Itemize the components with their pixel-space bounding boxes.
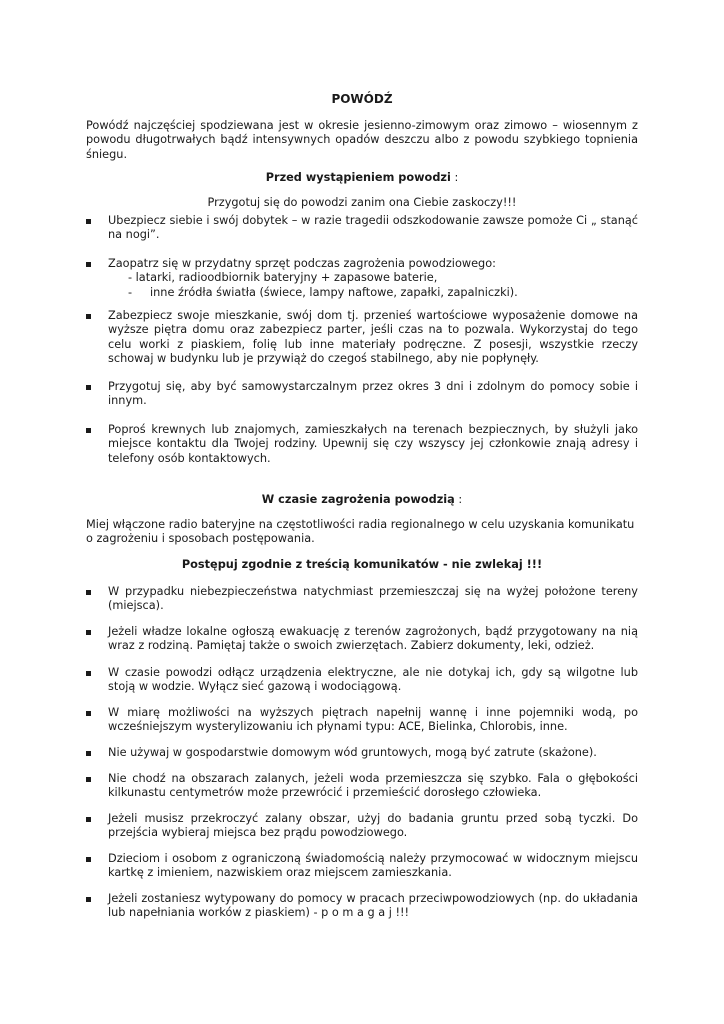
- bullet-icon: [86, 262, 91, 267]
- list-item-text: Nie używaj w gospodarstwie domowym wód gruntowych, mogą być zatrute (skażone).: [108, 746, 597, 759]
- list-item-text: [108, 257, 638, 300]
- list-item-text: W miarę możliwości na wyższych piętrach napełnij wannę i inne pojemniki wodą, po wcześniejszym wysterylizowaniu ich płynami typu: ACE, Bielinka, Chlorobis, inne.: [108, 706, 638, 734]
- list-item-text: Jeżeli władze lokalne ogłoszą ewakuację z terenów zagrożonych, bądź przygotowany na nią wraz z rodziną. Pamiętaj także o swoich zwierzętach. Zabierz dokumenty, leki, odzież.: [108, 625, 638, 653]
- during-intro-paragraph: Miej włączone radio bateryjne na częstotliwości radia regionalnego w celu uzyskania komunikatu o zagrożeniu i sposobach postępowania.: [86, 518, 635, 546]
- list-item: [86, 666, 638, 695]
- list-item: [86, 585, 638, 614]
- bullet-icon: [86, 219, 91, 224]
- bullet-icon: [86, 630, 91, 635]
- list-item: [86, 706, 638, 735]
- list-item-text: Jeżeli zostaniesz wytypowany do pomocy w pracach przeciwpowodziowych (np. do układania lub napełniania worków z piaskiem) - p o m a g a j !!!: [108, 892, 638, 920]
- bullet-icon: [86, 751, 91, 756]
- section-during-heading-colon: :: [458, 493, 463, 506]
- list-item-text: Ubezpiecz siebie i swój dobytek – w razie tragedii odszkodowanie zawsze pomoże Ci „ stanąć na nogi”.: [108, 214, 638, 242]
- intro-paragraph: Powódź najczęściej spodziewana jest w okresie jesienno-zimowym oraz zimowo – wiosennym z powodu długotrwałych bądź intensywnych opadów deszczu albo z powodu szybkiego topnienia śniegu.: [86, 119, 638, 161]
- bullet-icon: [86, 857, 91, 862]
- list-item: [86, 309, 638, 367]
- list-item-text: W czasie powodzi odłącz urządzenia elektryczne, ale nie dotykaj ich, gdy są wilgotne lub stoją w wodzie. Wyłącz sieć gazową i wodociągową.: [108, 666, 638, 694]
- bullet-icon: [86, 671, 91, 676]
- section-during-subheading: Postępuj zgodnie z treścią komunikatów - nie zwlekaj !!!: [181, 558, 543, 571]
- list-item-text: Przygotuj się, aby być samowystarczalnym przez okres 3 dni i zdolnym do pomocy sobie i innym.: [108, 380, 638, 408]
- list-item: [86, 772, 638, 801]
- bullet-icon: [86, 777, 91, 782]
- list-item: [86, 812, 638, 841]
- list-item-main: Zaopatrz się w przydatny sprzęt podczas zagrożenia powodziowego:: [108, 257, 496, 270]
- sublist-item: - inne źródła światła (świece, lampy naftowe, zapałki, zapalniczki).: [128, 285, 518, 299]
- section-before-heading-bold: Przed wystąpieniem powodzi: [265, 171, 451, 184]
- section-during-heading: [86, 493, 638, 507]
- list-item: [86, 380, 638, 409]
- list-item-text: Jeżeli musisz przekroczyć zalany obszar, użyj do badania gruntu przed sobą tyczki. Do przejścia wybieraj miejsca bez prądu powodziowego.: [108, 812, 638, 840]
- bullet-icon: [86, 817, 91, 822]
- sublist-item: - latarki, radioodbiornik bateryjny + zapasowe baterie,: [128, 271, 438, 285]
- document-title: POWÓDŹ: [331, 92, 393, 106]
- list-item-text: Nie chodź na obszarach zalanych, jeżeli woda przemieszcza się szybko. Fala o głębokości kilkunastu centymetrów może przewrócić i przemieścić dorosłego człowieka.: [108, 772, 638, 800]
- list-item-text: Poproś krewnych lub znajomych, zamieszkałych na terenach bezpiecznych, by służyli jako miejsce kontaktu dla Twojej rodziny. Upewnij się czy wszyscy jej członkowie znają adresy i telefony osób kontaktowych.: [108, 423, 638, 465]
- bullet-icon: [86, 897, 91, 902]
- bullet-icon: [86, 711, 91, 716]
- list-item: [86, 423, 638, 466]
- section-before-subheading: Przygotuj się do powodzi zanim ona Ciebie zaskoczy!!!: [207, 196, 517, 209]
- list-item: [86, 625, 638, 654]
- list-item: [86, 746, 638, 760]
- section-before-heading: [86, 171, 638, 185]
- section-during-heading-bold: W czasie zagrożenia powodzią: [261, 493, 455, 506]
- list-item: [86, 214, 638, 243]
- bullet-icon: [86, 428, 91, 433]
- section-before-heading-colon: :: [454, 171, 459, 184]
- list-item-text: W przypadku niebezpieczeństwa natychmiast przemieszczaj się na wyżej położone tereny (miejsca).: [108, 585, 638, 613]
- bullet-icon: [86, 385, 91, 390]
- list-item: [86, 257, 638, 300]
- list-item: [86, 852, 638, 881]
- bullet-icon: [86, 590, 91, 595]
- bullet-icon: [86, 314, 91, 319]
- list-item: [86, 892, 638, 921]
- dash-icon: -: [128, 285, 133, 299]
- list-item-text: Dzieciom i osobom z ograniczoną świadomością należy przymocować w widocznym miejscu kartkę z imieniem, nazwiskiem oraz miejscem zamieszkania.: [108, 852, 638, 880]
- list-item-text: Zabezpiecz swoje mieszkanie, swój dom tj. przenieś wartościowe wyposażenie domowe na wyższe piętra domu oraz zabezpiecz parter, jeśli czas na to pozwala. Wykorzystaj do tego celu worki z piaskiem, folię lub inne materiały podręczne. Z posesji, wszystkie rzeczy schowaj w budynku lub je przywiąż do czegoś stabilnego, aby nie popłynęły.: [108, 309, 638, 366]
